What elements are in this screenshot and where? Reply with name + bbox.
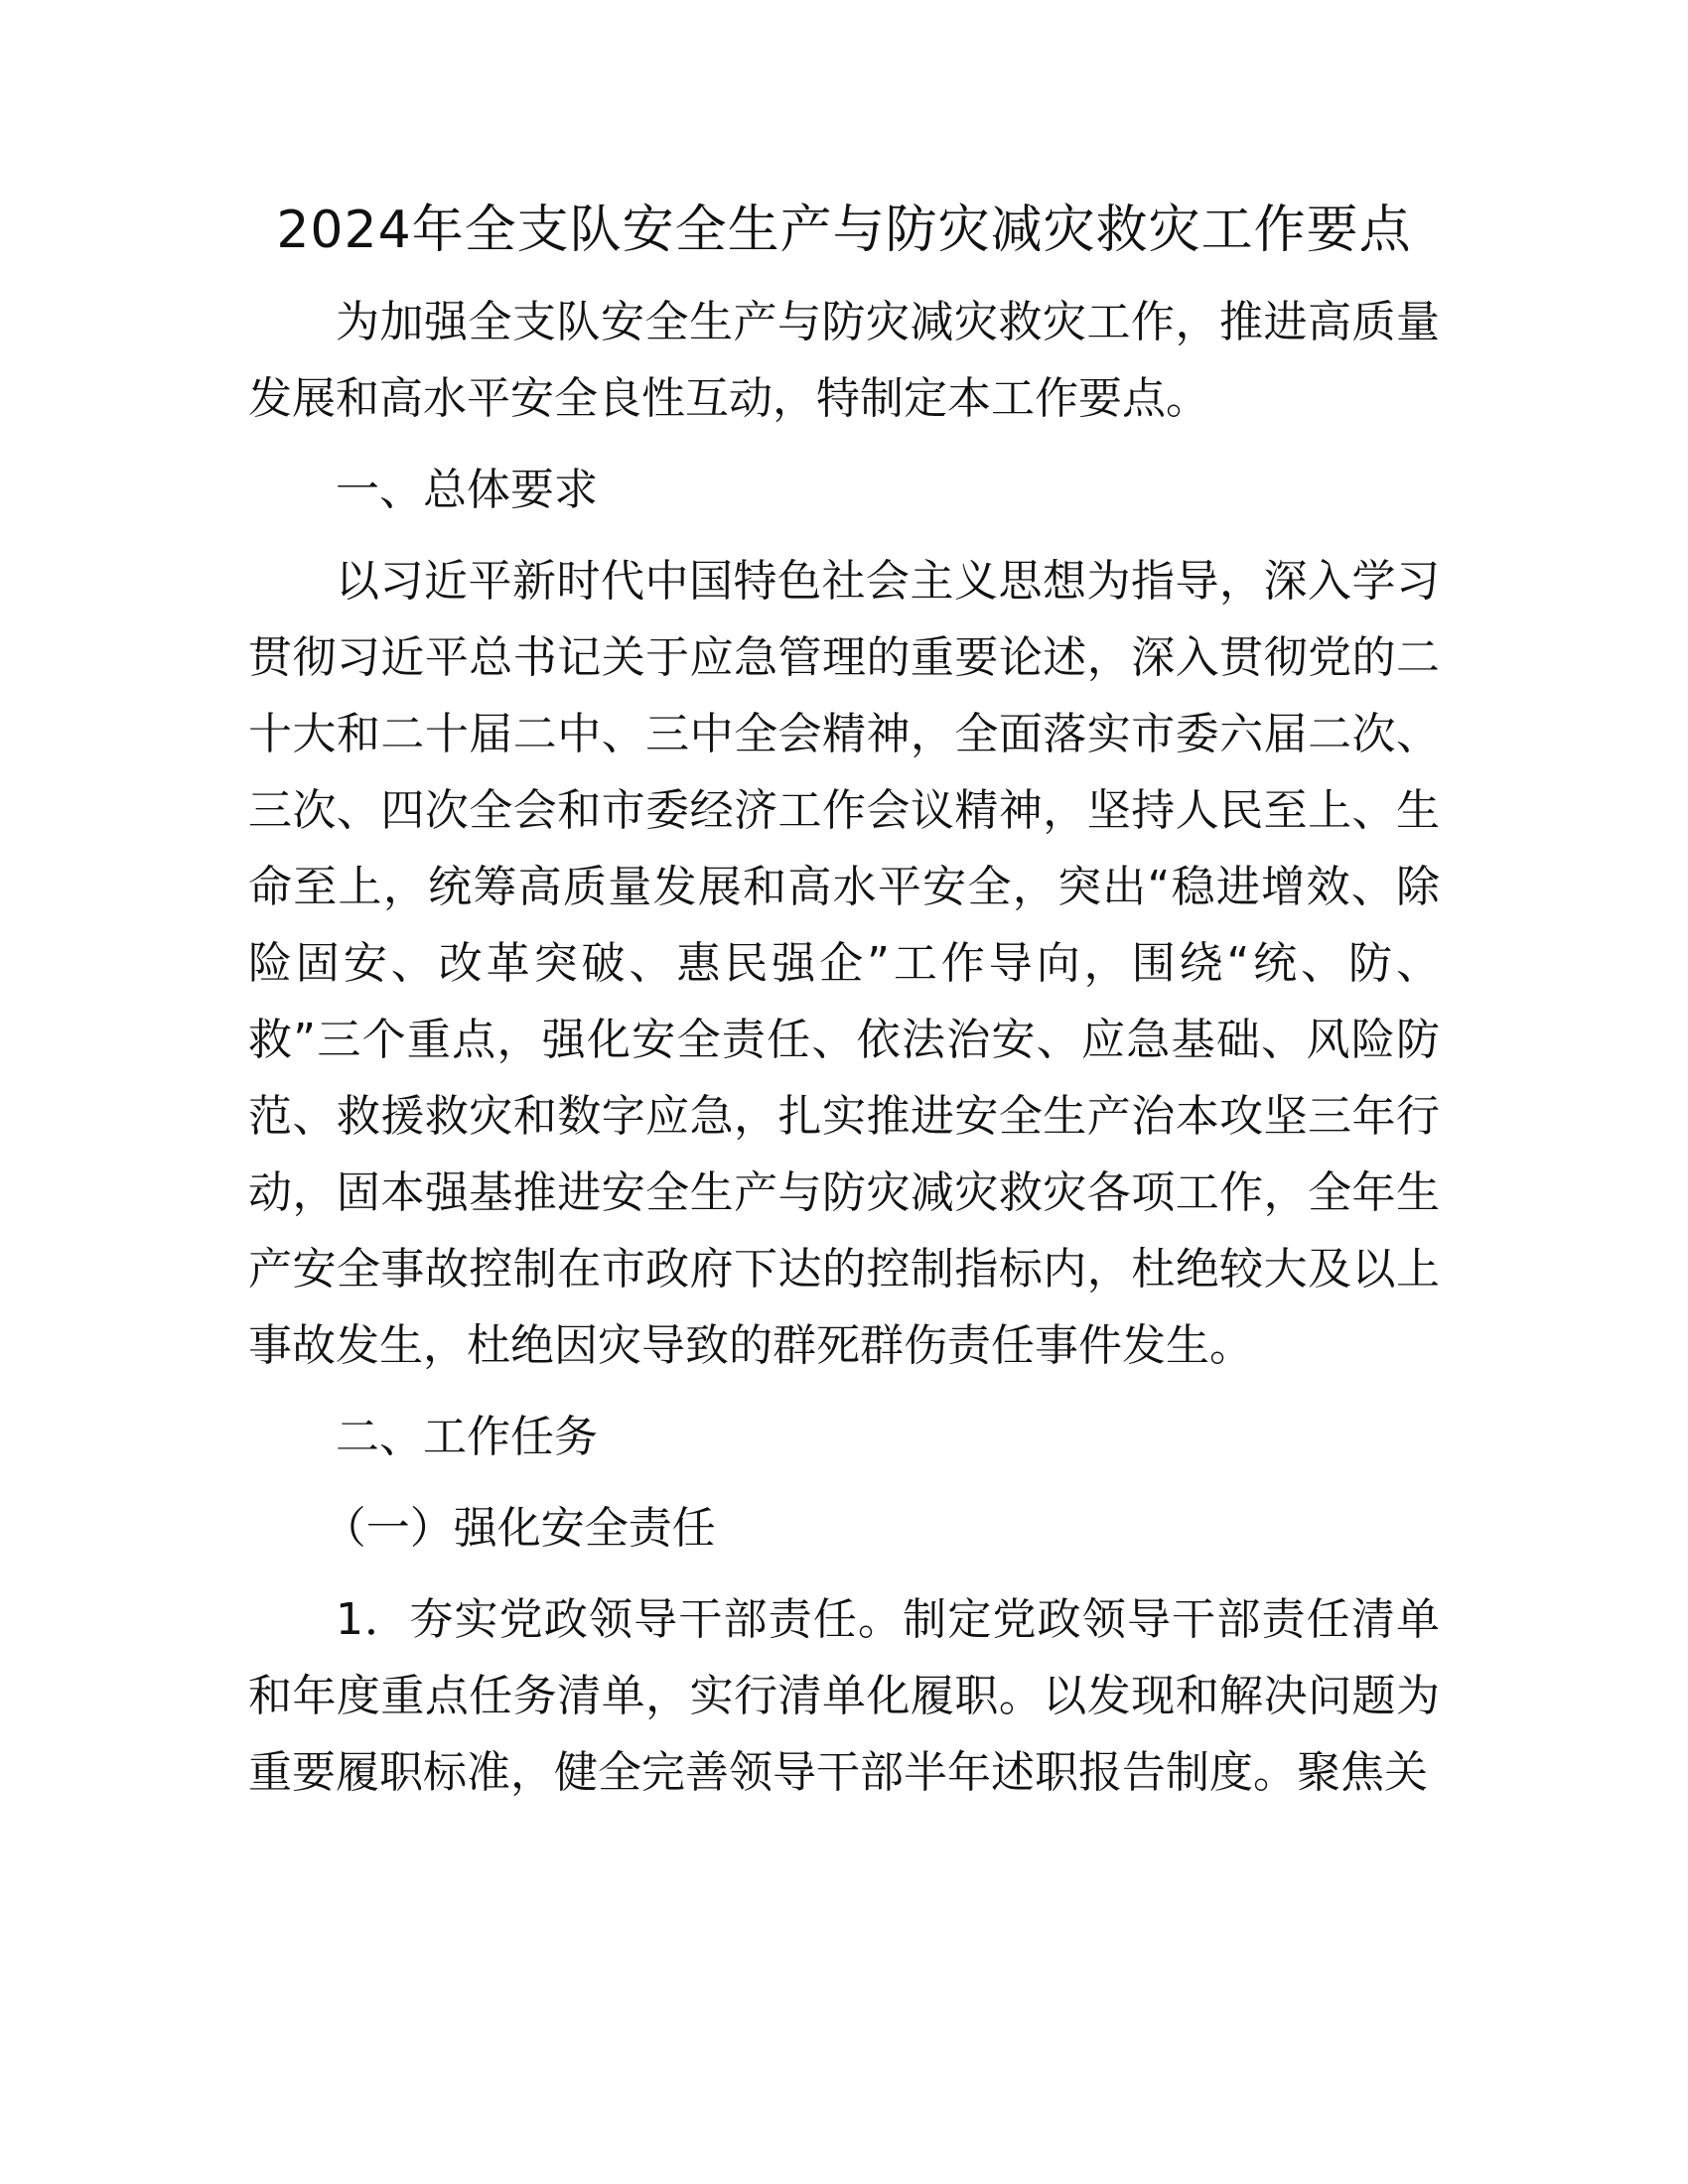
intro-paragraph: 为加强全支队安全生产与防灾减灾救灾工作，推进高质量发展和高水平安全良性互动，特制定本工作要点。 <box>248 297 1440 424</box>
document-title: 2024年全支队安全生产与防灾减灾救灾工作要点 <box>276 201 1412 260</box>
document-page <box>248 189 1440 1826</box>
task-item-1-paragraph: 1．夯实党政领导干部责任。制定党政领导干部责任清单和年度重点任务清单，实行清单化履职。以发现和解决问题为重要履职标准，健全完善领导干部半年述职报告制度。聚焦关 <box>248 1594 1440 1798</box>
section-heading-general-requirements: 一、总体要求 <box>336 465 598 515</box>
general-requirements-paragraph: 以习近平新时代中国特色社会主义思想为指导，深入学习贯彻习近平总书记关于应急管理的重要论述，深入贯彻党的二十大和二十届二中、三中全会精神，全面落实市委六届二次、三次、四次全会和市委经济工作会议精神，坚持人民至上、生命至上，统筹高质量发展和高水平安全，突出“稳进增效、除险固安、改革突破、惠民强企”工作导向，围绕“统、防、救”三个重点，强化安全责任、依法治安、应急基础、风险防范、救援救灾和数字应急，扎实推进安全生产治本攻坚三年行动，固本强基推进安全生产与防灾减灾救灾各项工作，全年生产安全事故控制在市政府下达的控制指标内，杜绝较大及以上事故发生，杜绝因灾导致的群死群伤责任事件发生。 <box>248 556 1440 1371</box>
section-heading-work-tasks: 二、工作任务 <box>336 1412 598 1462</box>
subsection-heading-safety-responsibility: （一）强化安全责任 <box>322 1503 716 1554</box>
